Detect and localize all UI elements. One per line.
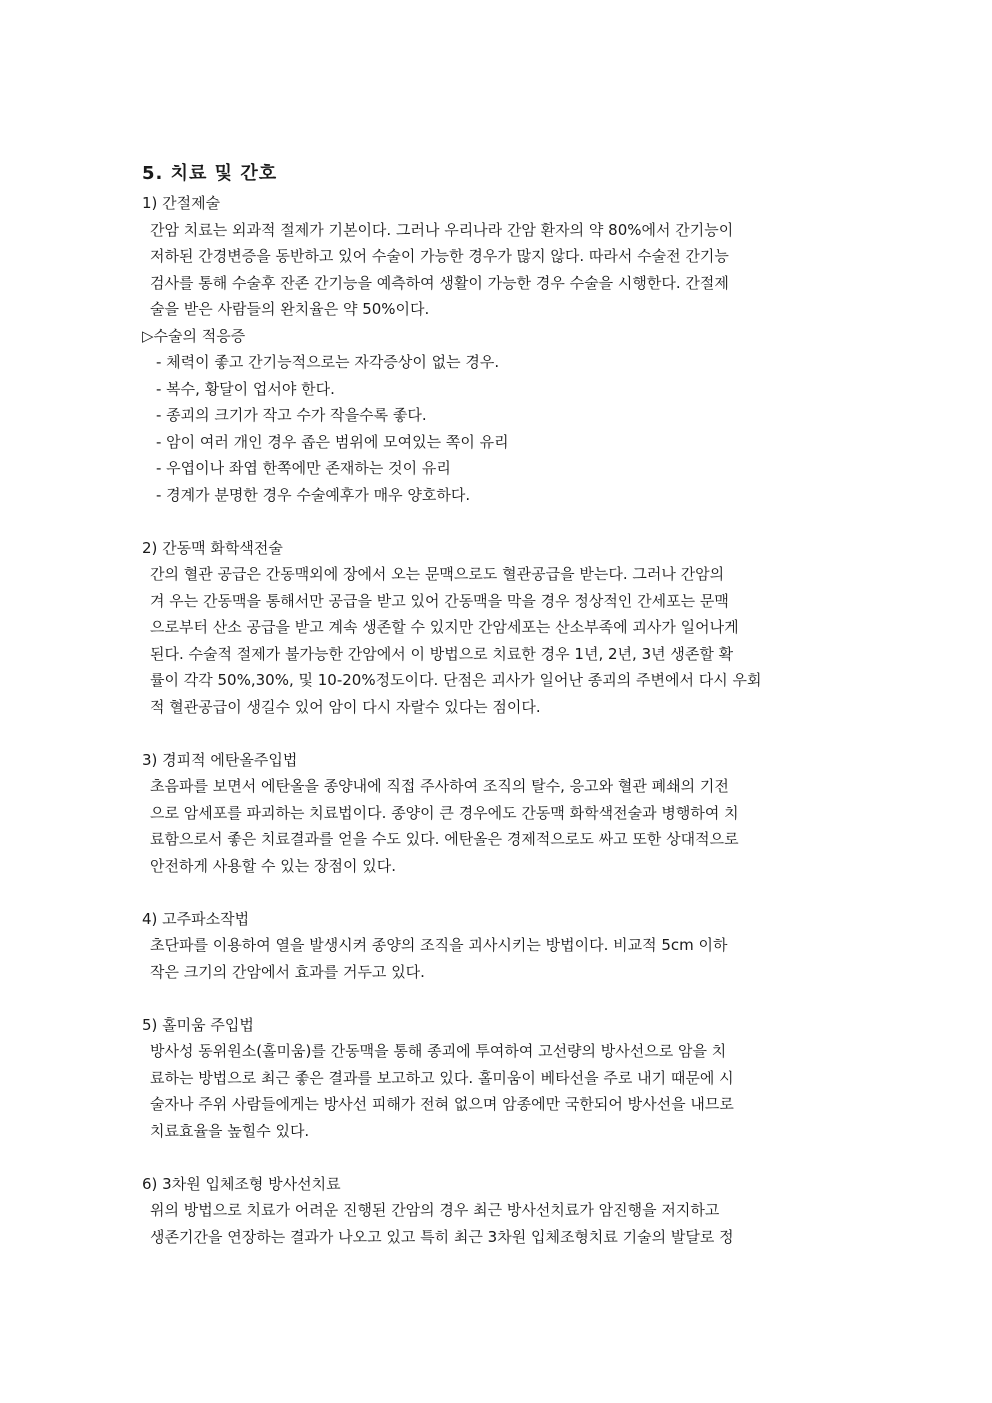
paragraph-line: 으로부터 산소 공급을 받고 계속 생존할 수 있지만 간암세포는 산소부족에 괴사가 일어나게 <box>150 618 739 636</box>
indication-item: - 복수, 황달이 업서야 한다. <box>156 379 335 398</box>
paragraph-line: 작은 크기의 간암에서 효과를 거두고 있다. <box>150 962 425 981</box>
paragraph-line: 생존기간을 연장하는 결과가 나오고 있고 특히 최근 3차원 입체조형치료 기술의 발달로 정 <box>150 1227 734 1246</box>
document-page <box>142 160 854 1250</box>
paragraph-line: 료함으로서 좋은 치료결과를 얻을 수도 있다. 에탄올은 경제적으로도 싸고 또한 상대적으로 <box>150 830 739 848</box>
indication-item: - 경계가 분명한 경우 수술예후가 매우 양호하다. <box>156 485 471 504</box>
section-paragraph-5 <box>142 1038 854 1144</box>
section-paragraph-3 <box>142 773 854 879</box>
paragraph-line: 안전하게 사용할 수 있는 장점이 있다. <box>150 856 396 875</box>
spacer <box>142 508 854 535</box>
section-heading-6: 6) 3차원 입체조형 방사선치료 <box>142 1174 341 1193</box>
paragraph-line: 방사성 동위원소(홀미움)를 간동맥을 통해 종괴에 투여하여 고선량의 방사선으로 암을 치 <box>150 1042 727 1060</box>
paragraph-line: 초단파를 이용하여 열을 발생시켜 종양의 조직을 괴사시키는 방법이다. 비교적 5cm 이하 <box>150 936 728 954</box>
section-heading-1: 1) 간절제술 <box>142 194 221 212</box>
section-paragraph-4 <box>142 932 854 985</box>
section-heading-2: 2) 간동맥 화학색전술 <box>142 538 283 557</box>
paragraph-line: 적 혈관공급이 생길수 있어 암이 다시 자랄수 있다는 점이다. <box>150 697 541 716</box>
paragraph-line: 률이 각각 50%,30%, 및 10-20%정도이다. 단점은 괴사가 일어난 종괴의 주변에서 다시 우회 <box>150 671 762 689</box>
indication-item: - 체력이 좋고 간기능적으로는 자각증상이 없는 경우. <box>156 353 500 371</box>
indication-item: - 우엽이나 좌엽 한쪽에만 존재하는 것이 유리 <box>156 459 451 477</box>
indication-item: - 암이 여러 개인 경우 좁은 범위에 모여있는 쪽이 유리 <box>156 432 509 451</box>
section-heading-5: 5) 홀미움 주입법 <box>142 1015 254 1034</box>
paragraph-line: 된다. 수술적 절제가 불가능한 간암에서 이 방법으로 치료한 경우 1년, 2년, 3년 생존할 확 <box>150 644 734 663</box>
spacer <box>142 985 854 1012</box>
paragraph-line: 치료효율을 높힐수 있다. <box>150 1121 310 1140</box>
indications-subheading: ▷수술의 적응증 <box>142 326 246 345</box>
paragraph-line: 간암 치료는 외과적 절제가 기본이다. 그러나 우리나라 간암 환자의 약 80%에서 간기능이 <box>150 220 734 239</box>
spacer <box>142 720 854 747</box>
paragraph-line: 술자나 주위 사람들에게는 방사선 피해가 전혀 없으며 암종에만 국한되어 방사선을 내므로 <box>150 1095 734 1113</box>
section-paragraph-1 <box>142 217 854 323</box>
paragraph-line: 저하된 간경변증을 동반하고 있어 수술이 가능한 경우가 많지 않다. 따라서 수술전 간기능 <box>150 247 729 265</box>
section-heading-4: 4) 고주파소작법 <box>142 909 250 928</box>
document-title: 5. 치료 및 간호 <box>142 163 278 184</box>
section-paragraph-6 <box>142 1197 854 1250</box>
paragraph-line: 간의 혈관 공급은 간동맥외에 장에서 오는 문맥으로도 혈관공급을 받는다. 그러나 간암의 <box>150 565 725 583</box>
paragraph-line: 검사를 통해 수술후 잔존 간기능을 예측하여 생활이 가능한 경우 수술을 시행한다. 간절제 <box>150 273 729 292</box>
spacer <box>142 1144 854 1171</box>
paragraph-line: 위의 방법으로 치료가 어려운 진행된 간암의 경우 최근 방사선치료가 암진행을 저지하고 <box>150 1201 720 1219</box>
paragraph-line: 으로 암세포를 파괴하는 치료법이다. 종양이 큰 경우에도 간동맥 화학색전술과 병행하여 치 <box>150 803 739 822</box>
spacer <box>142 879 854 906</box>
paragraph-line: 겨 우는 간동맥을 통해서만 공급을 받고 있어 간동맥을 막을 경우 정상적인 간세포는 문맥 <box>150 591 729 610</box>
section-paragraph-2 <box>142 561 854 720</box>
paragraph-line: 초음파를 보면서 에탄올을 종양내에 직접 주사하여 조직의 탈수, 응고와 혈관 폐쇄의 기전 <box>150 777 729 795</box>
section-heading-3: 3) 경피적 에탄올주입법 <box>142 750 298 769</box>
paragraph-line: 료하는 방법으로 최근 좋은 결과를 보고하고 있다. 홀미움이 베타선을 주로 내기 때문에 시 <box>150 1068 734 1087</box>
indication-item: - 종괴의 크기가 작고 수가 작을수록 좋다. <box>156 406 427 424</box>
paragraph-line: 술을 받은 사람들의 완치율은 약 50%이다. <box>150 300 430 318</box>
